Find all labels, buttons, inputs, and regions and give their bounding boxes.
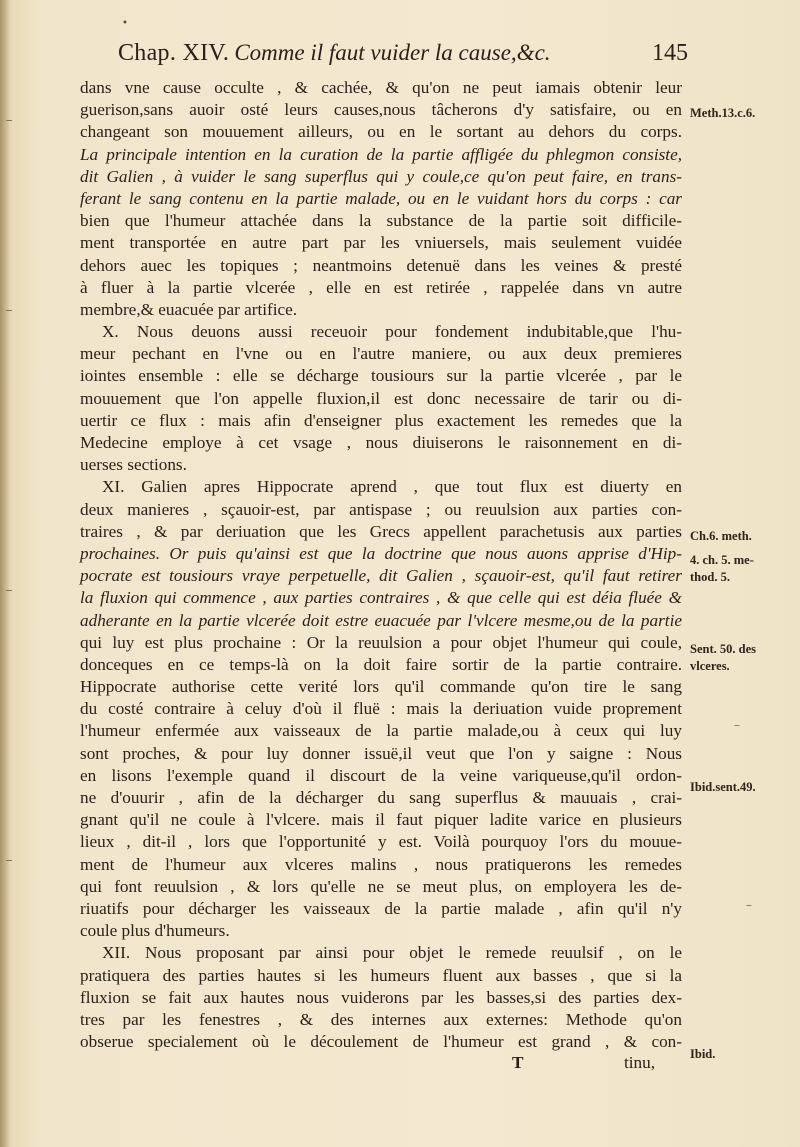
text-line: Hippocrate authorise cette verité lors qu'il commande qu'on tire le sang [80,677,682,697]
text-line: bien que l'humeur attachée dans la substance de la partie soit difficile- [80,211,682,231]
margin-note: Ch.6. meth. [690,529,752,543]
text-line: iointes ensemble : elle se décharge tousiours sur la partie vlcerée , par le [80,366,682,386]
text-line: dit Galien , à vuider le sang superflus qui y coule,ce qu'on peut faire, en trans- [80,166,682,186]
text-line: uerses sections. [80,455,187,475]
text-line: pocrate est tousiours vraye perpetuelle, dit Galien , sçauoir-est, qu'il faut retirer [80,566,682,586]
text-line: du costé contraire à celuy d'où il fluë : mais la deriuation vuide proprement [80,699,682,719]
text-line: donceques en ce temps-là on la doit faire sortir de la partie contraire. [80,654,682,674]
text-line: ferant le sang contenu en la partie malade, ou en le vuidant hors du corps : car [80,188,682,208]
margin-note: 4. ch. 5. me- [690,553,754,567]
margin-note: Meth.13.c.6. [690,106,756,120]
chapter-title: Comme il faut vuider la cause,&c. [234,40,551,65]
text-line: riuatifs pour décharger les vaisseaux de la partie malade , afin qu'il n'y [80,898,682,918]
text-line: gnant qu'il ne coule à l'vlcere. mais il faut piquer ladite varice en plusieurs [80,810,682,830]
text-line: la fluxion qui commence , aux parties contraires , & que celle qui est déia fluée & [80,588,682,608]
text-line: X. Nous deuons aussi receuoir pour fondement indubitable,que l'hu- [102,322,682,342]
text-line: prochaines. Or puis qu'ainsi est que la doctrine que nous auons apprise d'Hip- [80,543,682,563]
text-line: adherante en la partie vlcerée doit estre euacuée par l'vlcere mesme,ou de la partie [80,610,682,630]
edge-mark [6,310,12,311]
chapter-label: Chap. XIV. [118,40,230,66]
margin-note: thod. 5. [690,570,730,584]
margin-note: vlceres. [690,659,730,673]
text-line: l'humeur enfermée aux vaisseaux de la partie malade,ou à ceux qui luy [80,721,682,741]
text-line: La principale intention en la curation de la partie affligée du phlegmon consiste, [80,144,682,164]
text-line: sont proches, & pour luy donner issuë,il veut que l'on y saigne : Nous [80,743,682,763]
print-dot: • [122,18,128,29]
signature-mark: T [512,1053,524,1073]
running-header [118,40,688,74]
margin-note: Sent. 50. des [690,642,756,656]
text-line: ment de l'humeur aux vlceres malins , nous pratiquerons les remedes [80,854,682,874]
catchword: tinu, [624,1053,656,1073]
text-line: meur pechant en l'vne ou en l'autre maniere, ou aux deux premieres [80,344,682,364]
text-line: XII. Nous proposant par ainsi pour objet le remede reuulsif , on le [102,943,682,963]
text-line: en lisons l'exemple quand il discourt de la veine variqueuse,qu'il ordon- [80,765,682,785]
text-line: qui font reuulsion , & lors qu'elle ne se meut plus, on employera les de- [80,876,682,896]
edge-mark [6,590,12,591]
text-line: dehors auec les topiques ; neantmoins detenuë dans les veines & presté [80,255,682,275]
text-line: tres par les fenestres , & des internes aux externes: Methode qu'on [80,1009,682,1029]
text-line: lieux , dit-il , lors que l'opportunité y est. Voilà pourquoy l'ors du mouue- [80,832,682,852]
text-line: obserue specialement où le découlement de l'humeur est grand , & con- [80,1032,682,1052]
text-line: dans vne cause occulte , & cachée, & qu'on ne peut iamais obtenir leur [80,78,682,97]
text-line: ment transportée en autre part par les vniuersels, mais seulement vuidée [80,233,682,253]
text-line: uertir ce flux : mais afin d'enseigner plus exactement les remedes que la [80,410,682,430]
page-number: 145 [652,40,688,66]
text-line: pratiquera des parties hautes si les humeurs fluent aux basses , que si la [80,965,682,985]
text-line: ne d'ouurir , afin de la décharger du sang superflus & mauuais , crai- [80,788,682,807]
margin-note: Ibid. [690,1047,716,1061]
text-line: changeant son mouuement ailleurs, ou en le sortant au dehors du corps. [80,122,682,142]
text-line: mouuement que l'on appelle fluxion,il est donc necessaire de tarir ou di- [80,388,682,408]
edge-mark [6,120,12,121]
margin-dash: – [734,718,740,732]
margin-dash: – [746,898,752,912]
text-line: coule plus d'humeurs. [80,921,230,941]
text-line: traires , & par deriuation que les Grecs appellent parachetusis aux parties [80,521,682,541]
text-line: XI. Galien apres Hippocrate aprend , que tout flux est diuerty en [102,477,682,497]
text-line: Medecine employe à cet vsage , nous diuiserons le raisonnement en di- [80,433,682,452]
text-line: membre,& euacuée par artifice. [80,299,298,319]
gutter-shadow [0,0,10,1147]
body-text [80,77,682,1073]
text-line: à fluer à la partie vlcerée , elle en est retirée , rappelée dans vn autre [80,277,682,297]
margin-note: Ibid.sent.49. [690,780,756,794]
edge-mark [6,860,12,861]
text-line: fluxion se fait aux hautes nous vuiderons par les basses,si des parties dex- [80,987,682,1007]
text-line: deux manieres , sçauoir-est, par antispase ; ou reuulsion aux parties con- [80,499,682,519]
text-line: qui luy est plus prochaine : Or la reuulsion a pour objet l'humeur qui coule, [80,632,682,652]
text-line: guerison,sans auoir osté leurs causes,nous tâcherons d'y satisfaire, ou en [80,100,682,120]
footer-line [80,1053,682,1073]
